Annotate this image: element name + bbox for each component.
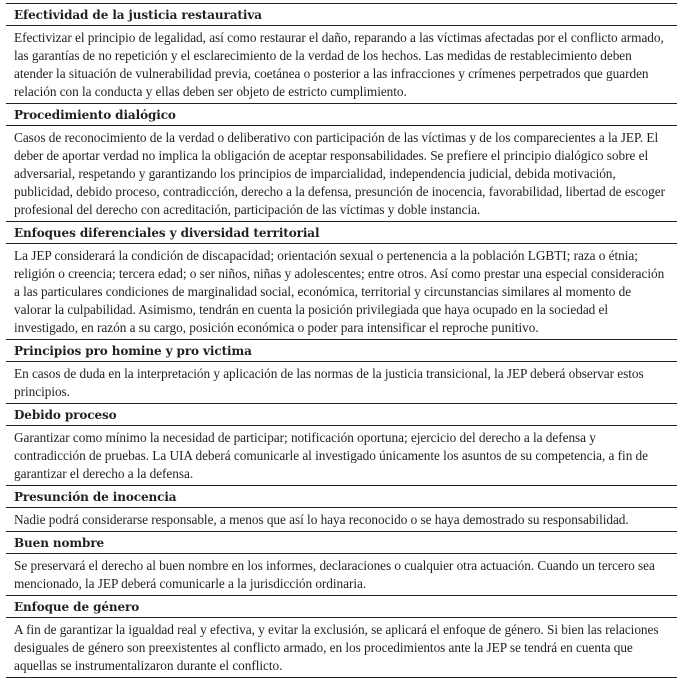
section-pro-homine bbox=[6, 339, 677, 403]
section-heading: Principios pro homine y pro victima bbox=[6, 339, 677, 362]
section-buen-nombre bbox=[6, 531, 677, 595]
section-heading: Efectividad de la justicia restaurativa bbox=[6, 3, 677, 26]
section-heading: Enfoque de género bbox=[6, 595, 677, 618]
section-debido-proceso bbox=[6, 403, 677, 485]
section-text: En casos de duda en la interpretación y aplicación de las normas de la justicia transicional, la JEP deberá observar estos principios. bbox=[14, 366, 644, 399]
section-heading: Buen nombre bbox=[6, 531, 677, 554]
section-heading: Enfoques diferenciales y diversidad territorial bbox=[6, 221, 677, 244]
section-heading: Procedimiento dialógico bbox=[6, 103, 677, 126]
section-text: Se preservará el derecho al buen nombre en los informes, declaraciones o cualquier otra actuación. Cuando un tercero sea mencionado, la JEP deberá comunicarle a la jurisdicción ordinaria. bbox=[14, 558, 655, 591]
section-justicia-restaurativa bbox=[6, 3, 677, 103]
section-text: A fin de garantizar la igualdad real y efectiva, y evitar la exclusión, se aplicará el enfoque de género. Si bien las relaciones desiguales de género son preexistentes al conflicto armado, en los procedimientos ante la JEP se tendrá en cuenta que aquellas se instrumentalizaron durante el conflicto. bbox=[6, 618, 677, 678]
section-procedimiento-dialogico bbox=[6, 103, 677, 221]
section-text: Efectivizar el principio de legalidad, así como restaurar el daño, reparando a las víctimas afectadas por el conflicto armado, las garantías de no repetición y el esclarecimiento de la verdad de los hechos. Las medidas de restablecimiento deben atender la situación de vulnerabilidad previa, coetánea o posterior a las infracciones y crímenes perpetrados que guarden relación con la conducta y ellas deben ser objeto de estricto cumplimiento. bbox=[14, 30, 664, 99]
section-presuncion-inocencia bbox=[6, 485, 677, 531]
section-text: Nadie podrá considerarse responsable, a menos que así lo haya reconocido o se haya demostrado su responsabilidad. bbox=[14, 512, 629, 527]
section-enfoques-diferenciales bbox=[6, 221, 677, 339]
section-text: Garantizar como mínimo la necesidad de participar; notificación oportuna; ejercicio del derecho a la defensa y contradicción de pruebas. La UIA deberá comunicarle al investigado únicamente los asuntos de su competencia, a fin de garantizar el derecho a la defensa. bbox=[14, 430, 649, 481]
section-text: La JEP considerará la condición de discapacidad; orientación sexual o pertenencia a la población LGBTI; raza o étnia; religión o creencia; tercera edad; o ser niños, niñas y adolescentes; entre otros. Así como prestar una especial consideración a las particulares condiciones de marginalidad social, económica, territorial y circunstancias similares al momento de valorar la culpabilidad. Asimismo, tendrán en cuenta la posición privilegiada que haya ocupado en la sociedad el investigado, en razón a su cargo, posición económica o poder para intensificar el reproche punitivo. bbox=[14, 248, 665, 335]
section-text: Casos de reconocimiento de la verdad o deliberativo con participación de las víctimas y de los comparecientes a la JEP. El deber de aportar verdad no implica la obligación de aceptar responsabilidades. Se prefiere el principio dialógico sobre el adversarial, respetando y garantizando los principios de imparcialidad, independencia judicial, debida motivación, publicidad, debido proceso, contradicción, derecho a la defensa, presunción de inocencia, favorabilidad, libertad de escoger profesional del derecho con acreditación, participación de las víctimas y doble instancia. bbox=[14, 130, 665, 217]
section-heading: Debido proceso bbox=[6, 403, 677, 426]
section-heading: Presunción de inocencia bbox=[6, 485, 677, 508]
principles-table bbox=[6, 3, 677, 678]
section-enfoque-genero bbox=[6, 595, 677, 678]
